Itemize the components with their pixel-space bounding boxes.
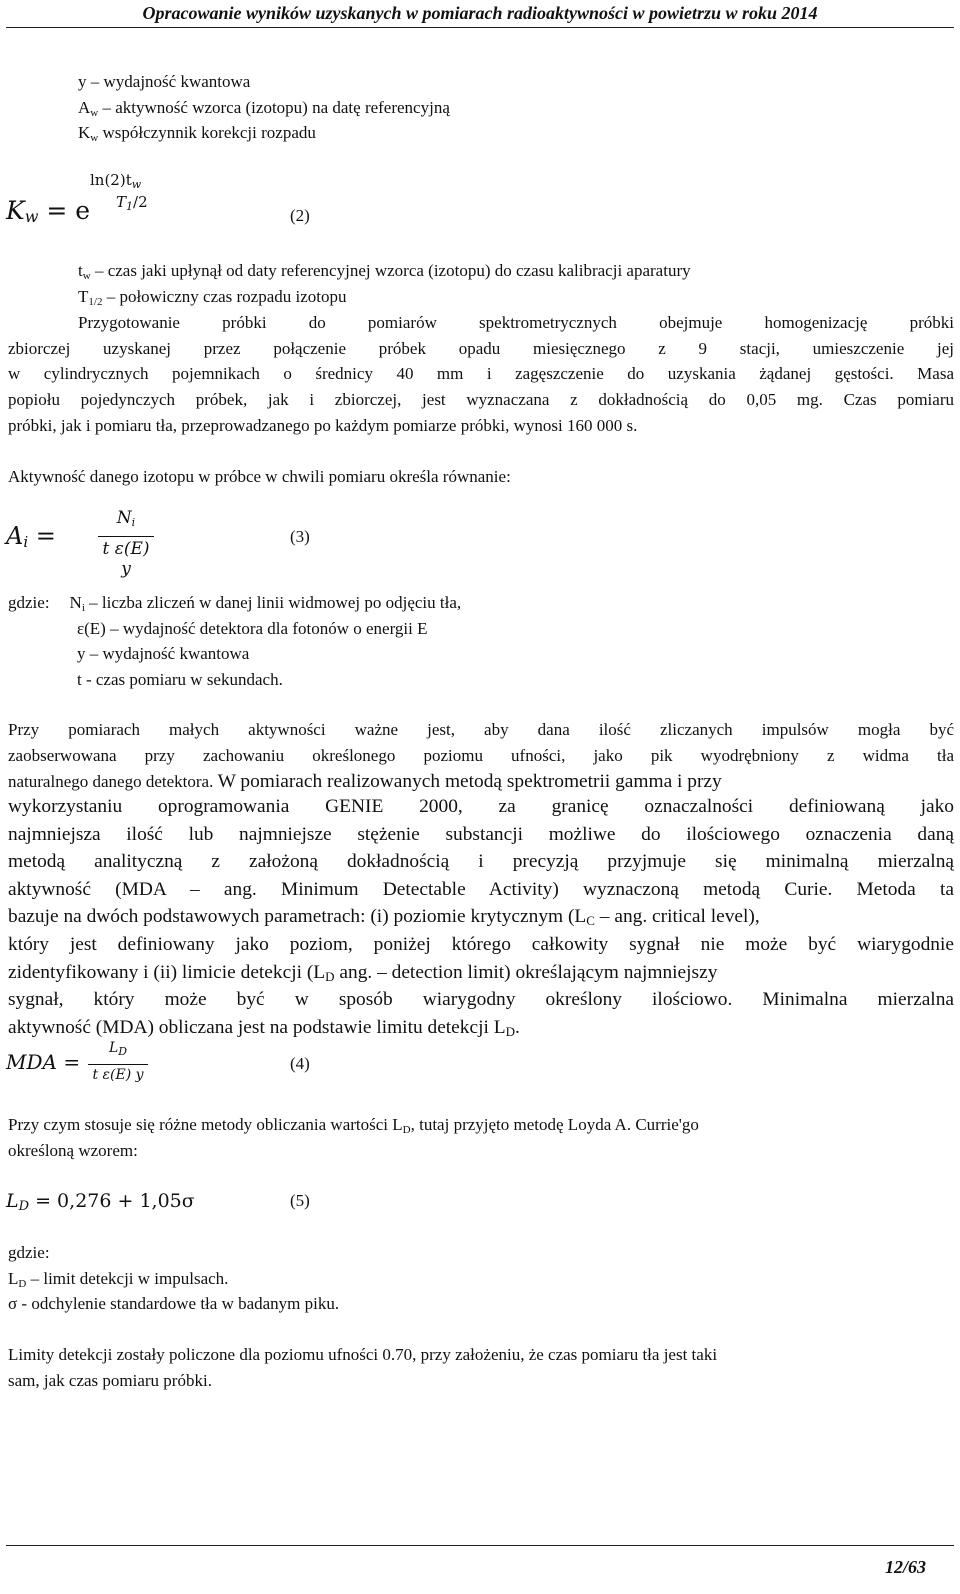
- para1-line: zbiorczej uzyskanej przez połączenie próbek opadu miesięcznego z 9 stacji, umieszczenie jej: [8, 338, 954, 358]
- eq3-fraction-bar: [98, 536, 154, 537]
- paragraph-mda-cont: [8, 793, 954, 1041]
- para3-line: zaobserwowana przy zachowaniu określonego poziomu ufności, jako pik wyodrębniony z widma tła: [8, 745, 954, 765]
- paragraph-sample-preparation: [8, 310, 954, 439]
- header-title: Opracowanie wyników uzyskanych w pomiarach radioaktywności w powietrzu w roku 2014: [142, 3, 818, 23]
- para3-line: aktywność (MDA) obliczana jest na podstawie limitu detekcji $L_D$.: [8, 1016, 520, 1039]
- def-sigma: σ - odchylenie standardowe tła w badanym piku.: [8, 1294, 340, 1314]
- def-t12: $T_{1/2}$ – połowiczny czas rozpadu izotopu: [78, 286, 347, 308]
- def-tw: $t_w$ – czas jaki upłynął od daty referencyjnej wzorca (izotopu) do czasu kalibracji aparatury: [78, 261, 691, 282]
- eq4-fraction-bar: [88, 1064, 148, 1065]
- eq3-number: (3): [290, 527, 310, 546]
- para3-line: zidentyfikowany i (ii) limicie detekcji ($L_D$ ang. – detection limit) określającym najmniejszy: [8, 961, 718, 984]
- eq2-number: (2): [290, 206, 310, 225]
- para3-line: naturalnego danego detektora. W pomiarach realizowanych metodą spektrometrii gamma i przy: [8, 771, 722, 793]
- footer-rule: [6, 1545, 954, 1546]
- para3-line: aktywność (MDA – ang. Minimum Detectable Activity) wyznaczoną metodą Curie. Metoda ta: [8, 878, 954, 900]
- para4-line: określoną wzorem:: [8, 1140, 138, 1160]
- def-ld: $L_D$ – limit detekcji w impulsach.: [8, 1268, 229, 1290]
- def-kw: $K_w$ współczynnik korekcji rozpadu: [78, 123, 316, 145]
- eq4-number: (4): [290, 1054, 310, 1073]
- page-number: 12/63: [884, 1557, 926, 1577]
- para3-line: sygnał, który może być w sposób wiarygodny określony ilościowo. Minimalna mierzalna: [8, 989, 954, 1011]
- para1-line: popiołu pojedynczych próbek, jak i zbiorczej, jest wyznaczana z dokładnością do 0,05 mg. Czas pomiaru: [8, 390, 954, 410]
- definitions-block-1: [78, 69, 778, 146]
- para3-line: wykorzystaniu oprogramowania GENIE 2000, za granicę oznaczalności definiowaną jako: [8, 796, 954, 817]
- eq4-denominator: t ε(E) y: [92, 1067, 144, 1083]
- definitions-block-4: [8, 1240, 954, 1317]
- def-y2: y – wydajność kwantowa: [77, 644, 250, 664]
- eq3-lhs: Ai =: [6, 522, 56, 551]
- para4-line: Przy czym stosuje się różne metody obliczania wartości $L_D$, tutaj przyjęto metodę Loyda A. Currie'go: [8, 1115, 699, 1136]
- eq4-numerator: $L_D$: [108, 1040, 128, 1058]
- page-header: [0, 0, 960, 30]
- para5-line: sam, jak czas pomiaru próbki.: [8, 1370, 212, 1390]
- def-ni: gdzie: $N_i$ – liczba zliczeń w danej linii widmowej po odjęciu tła,: [8, 593, 462, 614]
- eq2-exp-den: $T_1/2$: [116, 193, 148, 213]
- eq2-exp-num: $\ln(2)t_w$: [90, 171, 142, 191]
- def-y: y – wydajność kwantowa: [78, 72, 251, 91]
- paragraph-currie: [8, 1112, 954, 1163]
- para3-line: Przy pomiarach małych aktywności ważne jest, aby dana ilość zliczanych impulsów mogła być: [8, 720, 954, 739]
- eq5-number: (5): [290, 1191, 310, 1210]
- eq4-lhs: MDA =: [6, 1050, 81, 1074]
- para1-line: próbki, jak i pomiaru tła, przeprowadzanego po każdym pomiarze próbki, wynosi 160 000 s.: [8, 415, 638, 435]
- paragraph-activity-intro: Aktywność danego izotopu w próbce w chwili pomiaru określa równanie:: [8, 467, 511, 486]
- def-t: t - czas pomiaru w sekundach.: [77, 670, 283, 690]
- paragraph-mda: [8, 717, 954, 796]
- para3-line: metodą analityczną z założoną dokładnością i precyzją przyjmuje się minimalną mierzalną: [8, 851, 954, 873]
- para5-line: Limity detekcji zostały policzone dla poziomu ufności 0.70, przy założeniu, że czas pomiaru tła jest taki: [8, 1345, 718, 1364]
- eq5-formula: LD = 0,276 + 1,05σ: [6, 1190, 195, 1214]
- eq2-lhs: Kw = e: [6, 196, 91, 226]
- def-eps: ε(E) – wydajność detektora dla fotonów o energii E: [77, 618, 428, 638]
- header-rule: [6, 27, 954, 28]
- para1-line: w cylindrycznych pojemnikach o średnicy 40 mm i zagęszczenie do uzyskania żądanej gęstości. Masa: [8, 364, 954, 384]
- para3-line: który jest definiowany jako poziom, poniżej którego całkowity sygnał nie może być wiarygodnie: [8, 933, 954, 955]
- eq3-numerator: $N_i$: [116, 508, 136, 529]
- def-gdzie: gdzie:: [8, 1243, 50, 1262]
- eq3-denominator: t ε(E) y: [102, 539, 150, 579]
- para3-line: najmniejsza ilość lub najmniejsze stężenie substancji możliwe do ilościowego oznaczenia daną: [8, 823, 954, 845]
- definitions-block-2: [78, 258, 938, 309]
- para1-line: Przygotowanie próbki do pomiarów spektrometrycznych obejmuje homogenizację próbki: [78, 313, 954, 332]
- def-aw: $A_w$ – aktywność wzorca (izotopu) na datę referencyjną: [78, 97, 450, 119]
- para3-line: bazuje na dwóch podstawowych parametrach: (i) poziomie krytycznym ($L_C$ – ang. critical level),: [8, 906, 760, 929]
- paragraph-limits: [8, 1342, 954, 1393]
- definitions-block-3: [8, 590, 954, 693]
